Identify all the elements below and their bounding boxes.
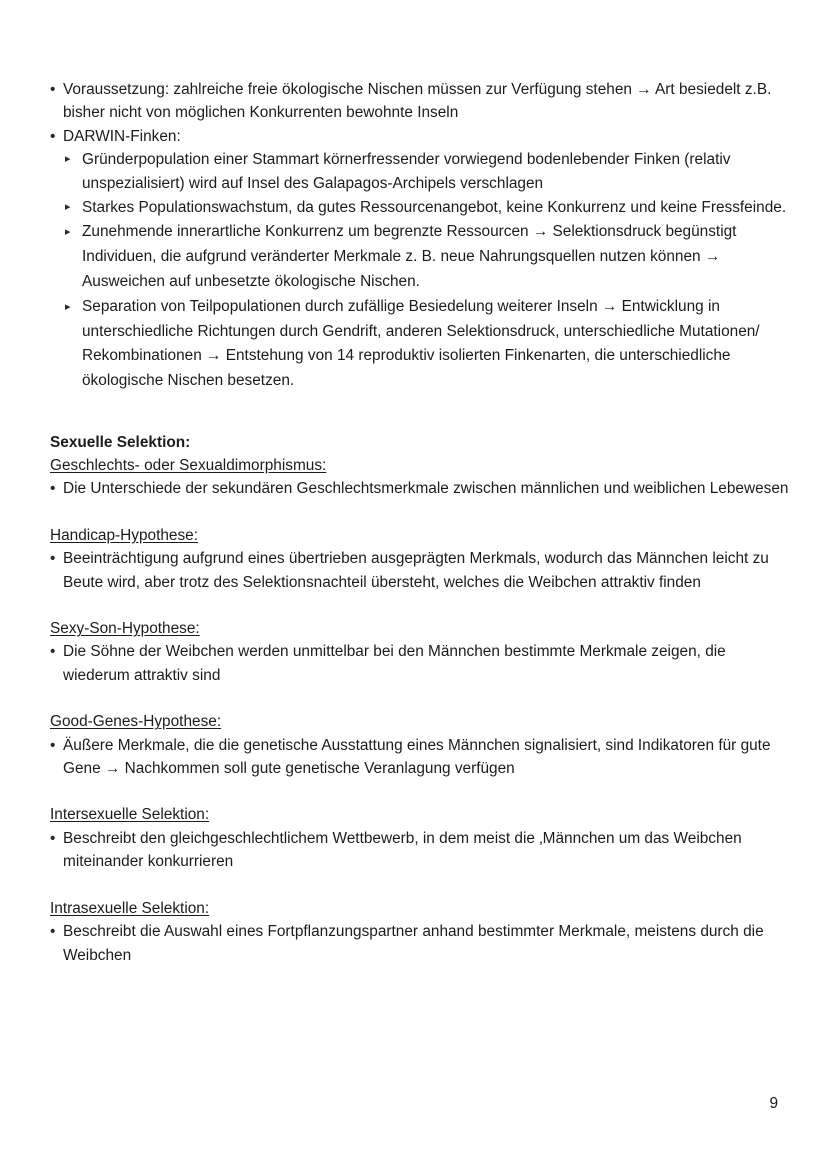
list-item: • Äußere Merkmale, die die genetische Ausstattung eines Männchen signalisiert, sind Indikatoren für gute Gene → Nachkommen soll gute genetische Veranlagung verfügen: [50, 734, 790, 781]
darwin-point: ▸ Separation von Teilpopulationen durch zufällige Besiedelung weiterer Inseln → Entwicklung in unterschiedliche Richtungen durch Gendrift, anderen Selektionsdruck, unterschiedliche Mutationen/ Rekombinationen → Entstehung von 14 reproduktiv isolierten Finkenarten, die unterschiedliche ökologische Nischen besetzen.: [50, 295, 790, 393]
section-sexy-son: [50, 617, 790, 687]
page-number: 9: [769, 1095, 778, 1112]
section-title: Sexy-Son-Hypothese:: [50, 620, 200, 638]
section-title: Intersexuelle Selektion:: [50, 806, 210, 824]
section-dimorphismus: [50, 454, 790, 501]
document-page: [50, 78, 790, 967]
section-handicap: [50, 524, 790, 594]
list-item-voraussetzung: [50, 78, 790, 125]
darwin-finken-title: DARWIN-Finken:: [63, 127, 181, 145]
darwin-point: ▸ Gründerpopulation einer Stammart körnerfressender vorwiegend bodenlebender Finken (relativ unspezialisiert) wird auf Insel des Galapagos-Archipels verschlagen: [50, 148, 790, 195]
darwin-arrow-list: [63, 148, 790, 393]
voraussetzung-text: Voraussetzung: zahlreiche freie ökologische Nischen müssen zur Verfügung stehen → Art besiedelt z.B. bisher nicht von möglichen Konkurrenten bewohnte Inseln: [63, 81, 772, 122]
section-intersexuelle: [50, 803, 790, 873]
darwin-point: ▸ Starkes Populationswachstum, da gutes Ressourcenangebot, keine Konkurrenz und keine Fressfeinde.: [50, 196, 790, 219]
list-item: • Beschreibt den gleichgeschlechtlichem Wettbewerb, in dem meist die ‚Männchen um das Weibchen miteinander konkurrieren: [50, 827, 790, 874]
intro-list: [50, 78, 790, 394]
list-item: • Beeinträchtigung aufgrund eines übertrieben ausgeprägten Merkmals, wodurch das Männchen leicht zu Beute wird, aber trotz des Selektionsnachteil übersteht, welches die Weibchen attraktiv finden: [50, 547, 790, 594]
section-title: Geschlechts- oder Sexualdimorphismus:: [50, 457, 327, 474]
sexual-selection-heading: Sexuelle Selektion:: [50, 433, 191, 451]
section-good-genes: [50, 710, 790, 780]
section-title: Handicap-Hypothese:: [50, 526, 199, 544]
section-title: Good-Genes-Hypothese:: [50, 713, 222, 731]
section-intrasexuelle: [50, 897, 790, 967]
list-item: • Die Söhne der Weibchen werden unmittelbar bei den Männchen bestimmte Merkmale zeigen, die wiederum attraktiv sind: [50, 640, 790, 687]
darwin-point: ▸ Zunehmende innerartliche Konkurrenz um begrenzte Ressourcen → Selektionsdruck begünstigt Individuen, die aufgrund veränderter Merkmale z. B. neue Nahrungsquellen nutzen können → Ausweichen auf unbesetzte ökologische Nischen.: [50, 220, 790, 294]
section-title: Intrasexuelle Selektion:: [50, 899, 210, 917]
list-item-darwin-finken: [50, 125, 790, 394]
list-item: • Beschreibt die Auswahl eines Fortpflanzungspartner anhand bestimmter Merkmale, meistens durch die Weibchen: [50, 920, 790, 967]
list-item: • Die Unterschiede der sekundären Geschlechtsmerkmale zwischen männlichen und weiblichen Lebewesen: [50, 477, 790, 500]
